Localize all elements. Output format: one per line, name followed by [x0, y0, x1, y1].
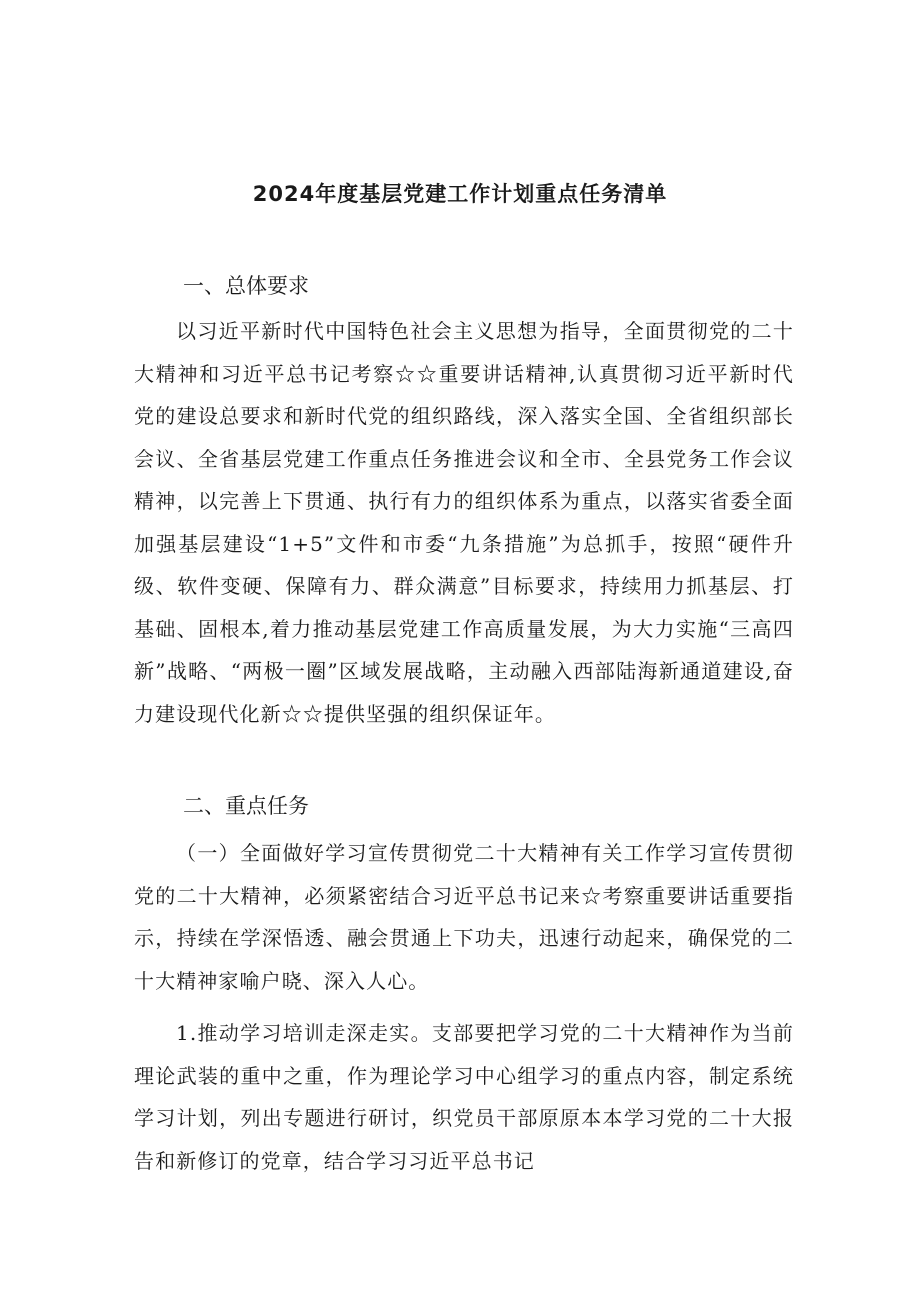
paragraph-key-task-1-item-1: 1.推动学习培训走深走实。支部要把学习党的二十大精神作为当前理论武装的重中之重，作为理论学习中心组学习的重点内容，制定系统学习计划，列出专题进行研讨，织党员干部原原本本学习党的二十大报告和新修订的党章，结合学习习近平总书记	[134, 1021, 794, 1173]
document-title: 2024年度基层党建工作计划重点任务清单	[252, 182, 668, 206]
section-heading-key-tasks: 二、重点任务	[183, 794, 309, 818]
section-heading-general-requirements: 一、总体要求	[183, 274, 309, 298]
paragraph-general-requirements: 以习近平新时代中国特色社会主义思想为指导，全面贯彻党的二十大精神和习近平总书记考察☆☆重要讲话精神,认真贯彻习近平新时代党的建设总要求和新时代党的组织路线，深入落实全国、全省组织部长会议、全省基层党建工作重点任务推进会议和全市、全县党务工作会议精神，以完善上下贯通、执行有力的组织体系为重点，以落实省委全面加强基层建设“1+5”文件和市委“九条措施”为总抓手，按照“硬件升级、软件变硬、保障有力、群众满意”目标要求，持续用力抓基层、打基础、固根本,着力推动基层党建工作高质量发展，为大力实施“三高四新”战略、“两极一圈”区域发展战略，主动融入西部陆海新通道建设,奋力建设现代化新☆☆提供坚强的组织保证年。	[134, 319, 794, 726]
paragraph-key-task-1: （一）全面做好学习宣传贯彻党二十大精神有关工作学习宣传贯彻党的二十大精神，必须紧密结合习近平总书记来☆考察重要讲话重要指示，持续在学深悟透、融会贯通上下功夫，迅速行动起来，确保党的二十大精神家喻户晓、深入人心。	[134, 841, 794, 993]
